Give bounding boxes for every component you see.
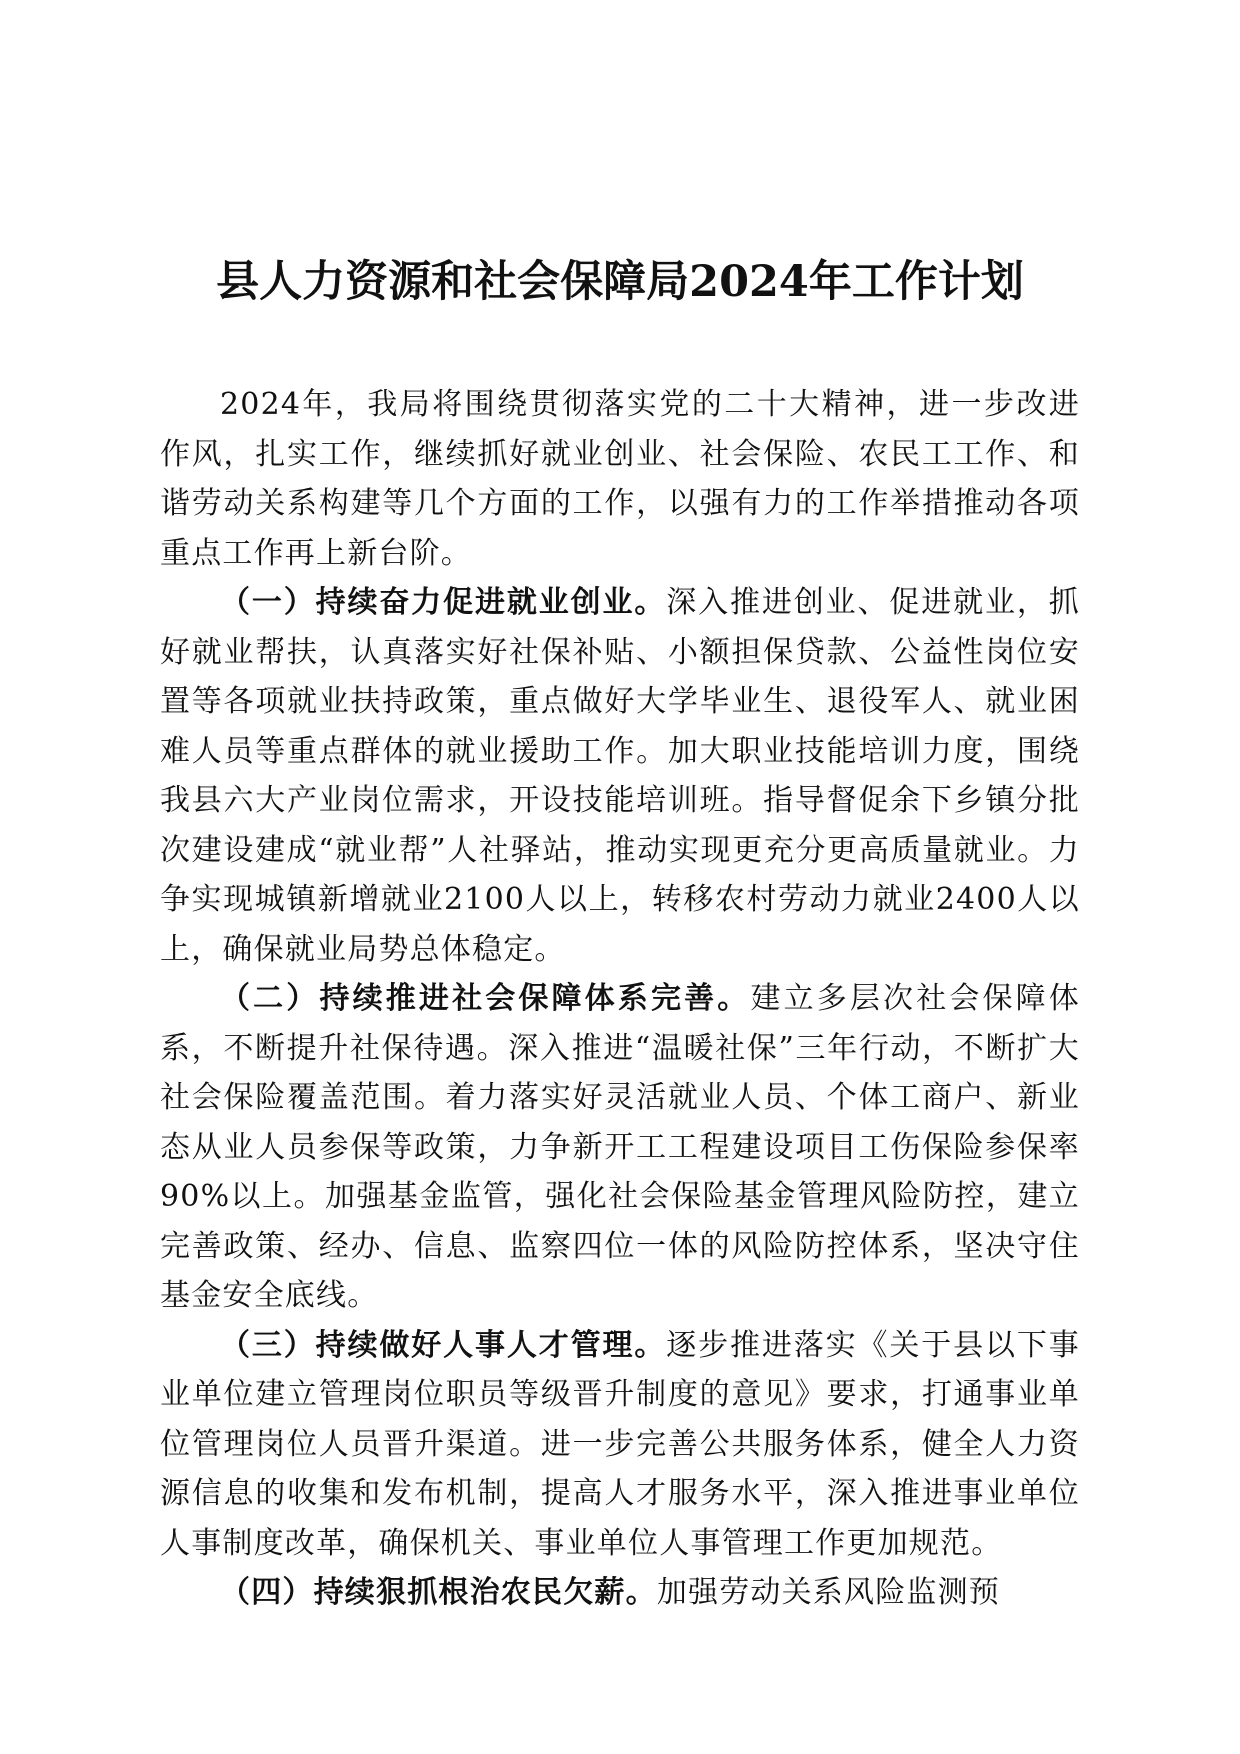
section-text-2: 建立多层次社会保障体系，不断提升社保待遇。深入推进“温暖社保”三年行动，不断扩大社会保险覆盖范围。着力落实好灵活就业人员、个体工商户、新业态从业人员参保等政策，力争新开工工程建设项目工伤保险参保率90%以上。加强基金监管，强化社会保险基金管理风险防控，建立完善政策、经办、信息、监察四位一体的风险防控体系，坚决守住基金安全底线。	[160, 981, 1081, 1313]
section-heading-4: （四）持续狠抓根治农民欠薪。	[220, 1575, 657, 1610]
intro-paragraph: 2024年，我局将围绕贯彻落实党的二十大精神，进一步改进作风，扎实工作，继续抓好就业创业、社会保险、农民工工作、和谐劳动关系构建等几个方面的工作，以强有力的工作举措推动各项重点工作再上新台阶。	[160, 387, 1080, 571]
section-paragraph-3	[160, 1321, 1080, 1569]
section-heading-2: （二）持续推进社会保障体系完善。	[220, 981, 751, 1016]
section-heading-1: （一）持续奋力促进就业创业。	[220, 585, 667, 620]
section-heading-3: （三）持续做好人事人才管理。	[220, 1327, 667, 1363]
section-paragraph-1	[160, 578, 1080, 974]
section-text-1: 深入推进创业、促进就业，抓好就业帮扶，认真落实好社保补贴、小额担保贷款、公益性岗位安置等各项就业扶持政策，重点做好大学毕业生、退役军人、就业困难人员等重点群体的就业援助工作。加大职业技能培训力度，围绕我县六大产业岗位需求，开设技能培训班。指导督促余下乡镇分批次建设建成“就业帮”人社驿站，推动实现更充分更高质量就业。力争实现城镇新增就业2100人以上，转移农村劳动力就业2400人以上，确保就业局势总体稳定。	[160, 585, 1080, 967]
section-paragraph-4	[160, 1568, 1080, 1618]
section-text-4: 加强劳动关系风险监测预	[656, 1575, 1001, 1610]
document-title: 县人力资源和社会保障局2024年工作计划	[216, 257, 1024, 307]
section-paragraph-2	[160, 974, 1080, 1321]
section-text-3: 逐步推进落实《关于县以下事业单位建立管理岗位职员等级晋升制度的意见》要求，打通事业单位管理岗位人员晋升渠道。进一步完善公共服务体系，健全人力资源信息的收集和发布机制，提高人才服务水平，深入推进事业单位人事制度改革，确保机关、事业单位人事管理工作更加规范。	[160, 1327, 1080, 1561]
document-body	[160, 380, 1080, 1618]
